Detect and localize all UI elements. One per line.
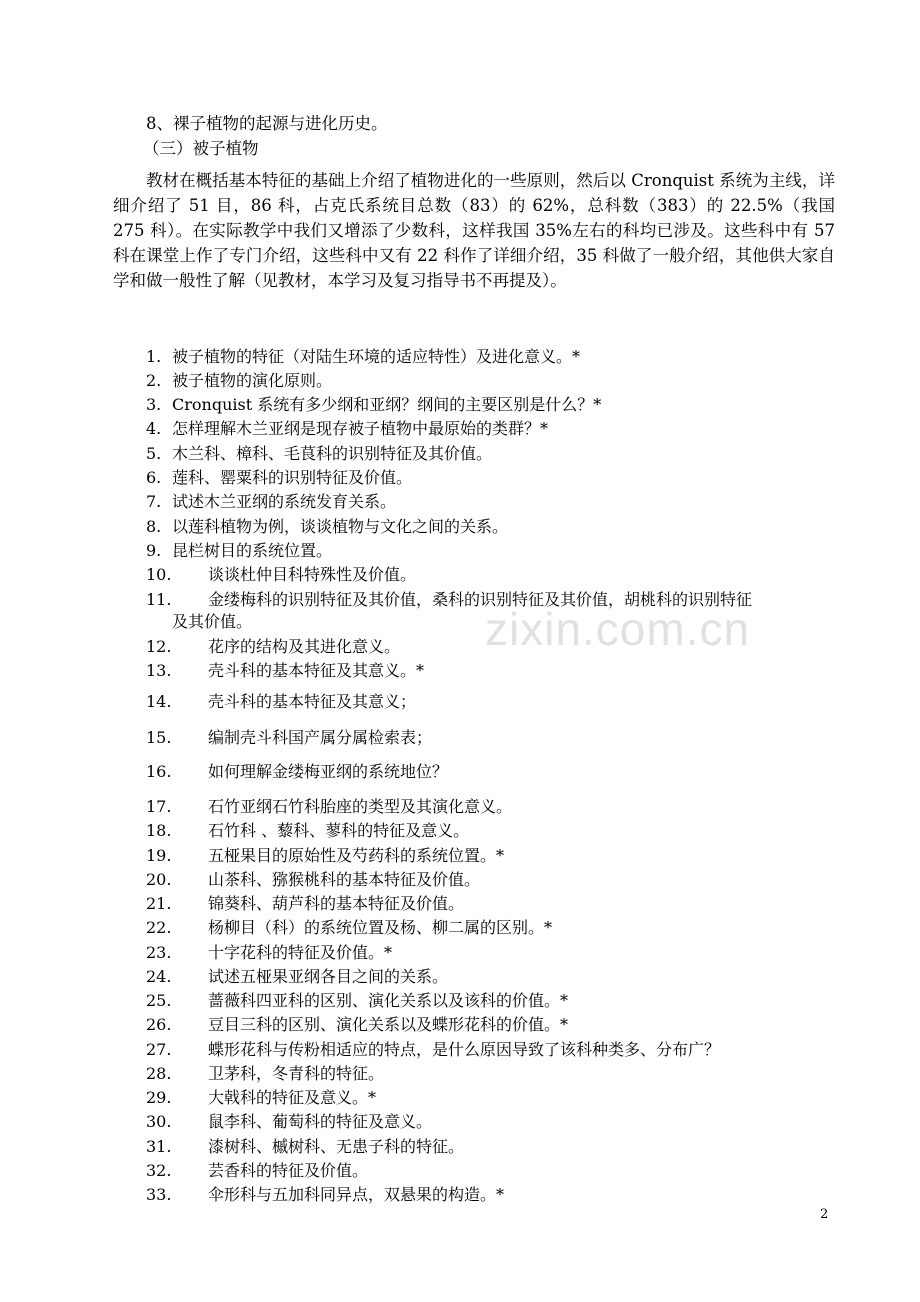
question-text: 壳斗科的基本特征及其意义； (208, 692, 417, 711)
question-text: 芸香科的特征及价值。 (208, 1161, 369, 1180)
question-text: 花序的结构及其进化意义。 (208, 637, 401, 656)
question-number: 10. (146, 565, 172, 584)
question-text: 锦葵科、葫芦科的基本特征及价值。 (208, 894, 465, 913)
question-number: 1. (146, 347, 162, 366)
question-text: 昆栏树目的系统位置。 (172, 541, 333, 560)
question-text: 壳斗科的基本特征及其意义。* (208, 661, 425, 680)
question-number: 15. (146, 728, 172, 747)
question-text: 编制壳斗科国产属分属检索表； (208, 728, 433, 747)
question-text: 被子植物的特征（对陆生环境的适应特性）及进化意义。* (172, 347, 581, 366)
question-text: 杨柳目（科）的系统位置及杨、柳二属的区别。* (208, 918, 553, 937)
question-text: 试述木兰亚纲的系统发育关系。 (172, 492, 397, 511)
question-number: 14. (146, 692, 172, 711)
question-number: 16. (146, 762, 172, 781)
question-text: 卫茅科，冬青科的特征。 (208, 1064, 385, 1083)
question-text: 蔷薇科四亚科的区别、演化关系以及该科的价值。* (208, 991, 569, 1010)
question-text: 鼠李科、葡萄科的特征及意义。 (208, 1112, 433, 1131)
question-text: 山茶科、猕猴桃科的基本特征及价值。 (208, 870, 481, 889)
question-number: 29. (146, 1088, 172, 1107)
question-text: 金缕梅科的识别特征及其价值，桑科的识别特征及其价值，胡桃科的识别特征 (208, 590, 753, 609)
question-text: 如何理解金缕梅亚纲的系统地位？ (208, 762, 449, 781)
question-number: 9. (146, 541, 162, 560)
watermark: zixin.com.cn (485, 603, 751, 655)
question-number: 12. (146, 637, 172, 656)
question-text: 怎样理解木兰亚纲是现存被子植物中最原始的类群？* (172, 419, 549, 438)
question-number: 8. (146, 517, 162, 536)
question-text-continuation: 及其价值。 (172, 612, 253, 631)
question-number: 23. (146, 943, 172, 962)
question-number: 22. (146, 918, 172, 937)
question-text: 被子植物的演化原则。 (172, 371, 333, 390)
question-number: 18. (146, 821, 172, 840)
question-number: 17. (146, 797, 172, 816)
question-number: 28. (146, 1064, 172, 1083)
question-text: 莲科、罂粟科的识别特征及价值。 (172, 468, 413, 487)
question-number: 5. (146, 444, 162, 463)
question-number: 30. (146, 1112, 172, 1131)
question-text: 木兰科、樟科、毛茛科的识别特征及其价值。 (172, 444, 493, 463)
question-number: 21. (146, 894, 172, 913)
question-number: 20. (146, 870, 172, 889)
question-text: 漆树科、槭树科、无患子科的特征。 (208, 1137, 465, 1156)
question-text: 蝶形花科与传粉相适应的特点，是什么原因导致了该科种类多、分布广？ (208, 1040, 721, 1059)
section-heading-angiosperms: （三）被子植物 (143, 139, 259, 158)
question-number: 25. (146, 991, 172, 1010)
question-number: 19. (146, 846, 172, 865)
question-number: 26. (146, 1015, 172, 1034)
question-text: 试述五桠果亚纲各目之间的关系。 (208, 967, 449, 986)
question-text: 五桠果目的原始性及芍药科的系统位置。* (208, 846, 505, 865)
question-number: 3. (146, 395, 162, 414)
page-number: 2 (820, 1207, 829, 1222)
question-number: 11. (146, 590, 172, 609)
question-number: 31. (146, 1137, 172, 1156)
question-number: 24. (146, 967, 172, 986)
section-item-8: 8、裸子植物的起源与进化历史。 (146, 114, 388, 133)
question-text: 十字花科的特征及价值。* (208, 943, 393, 962)
question-text: 以莲科植物为例，谈谈植物与文化之间的关系。 (172, 517, 509, 536)
question-text: Cronquist 系统有多少纲和亚纲？纲间的主要区别是什么？* (172, 395, 602, 414)
question-text: 石竹科 、藜科、蓼科的特征及意义。 (208, 821, 470, 840)
question-text: 大戟科的特征及意义。* (208, 1088, 377, 1107)
question-text: 豆目三科的区别、演化关系以及蝶形花科的价值。* (208, 1015, 569, 1034)
question-number: 4. (146, 419, 162, 438)
question-number: 7. (146, 492, 162, 511)
question-number: 27. (146, 1040, 172, 1059)
question-number: 13. (146, 661, 172, 680)
question-number: 6. (146, 468, 162, 487)
question-text: 石竹亚纲石竹科胎座的类型及其演化意义。 (208, 797, 513, 816)
question-text: 伞形科与五加科同异点，双悬果的构造。* (208, 1185, 505, 1204)
question-number: 32. (146, 1161, 172, 1180)
intro-paragraph: 教材在概括基本特征的基础上介绍了植物进化的一些原则，然后以 Cronquist 系统为主线，详细介绍了 51 目，86 科，占克氏系统目总数（83）的 62%，总科数（383）的 22.5%（我国 275 科）。在实际教学中我们又增添了少数科，这样我国 35%左右的科均已涉及。这些科中有 57 科在课堂上作了专门介绍，这些科中又有 22 科作了详细介绍，35 科做了一般介绍，其他供大家自学和做一般性了解（见教材，本学习及复习指导书不再提及）。 (113, 171, 835, 290)
question-number: 33. (146, 1185, 172, 1204)
question-text: 谈谈杜仲目科特殊性及价值。 (208, 565, 417, 584)
question-number: 2. (146, 371, 162, 390)
